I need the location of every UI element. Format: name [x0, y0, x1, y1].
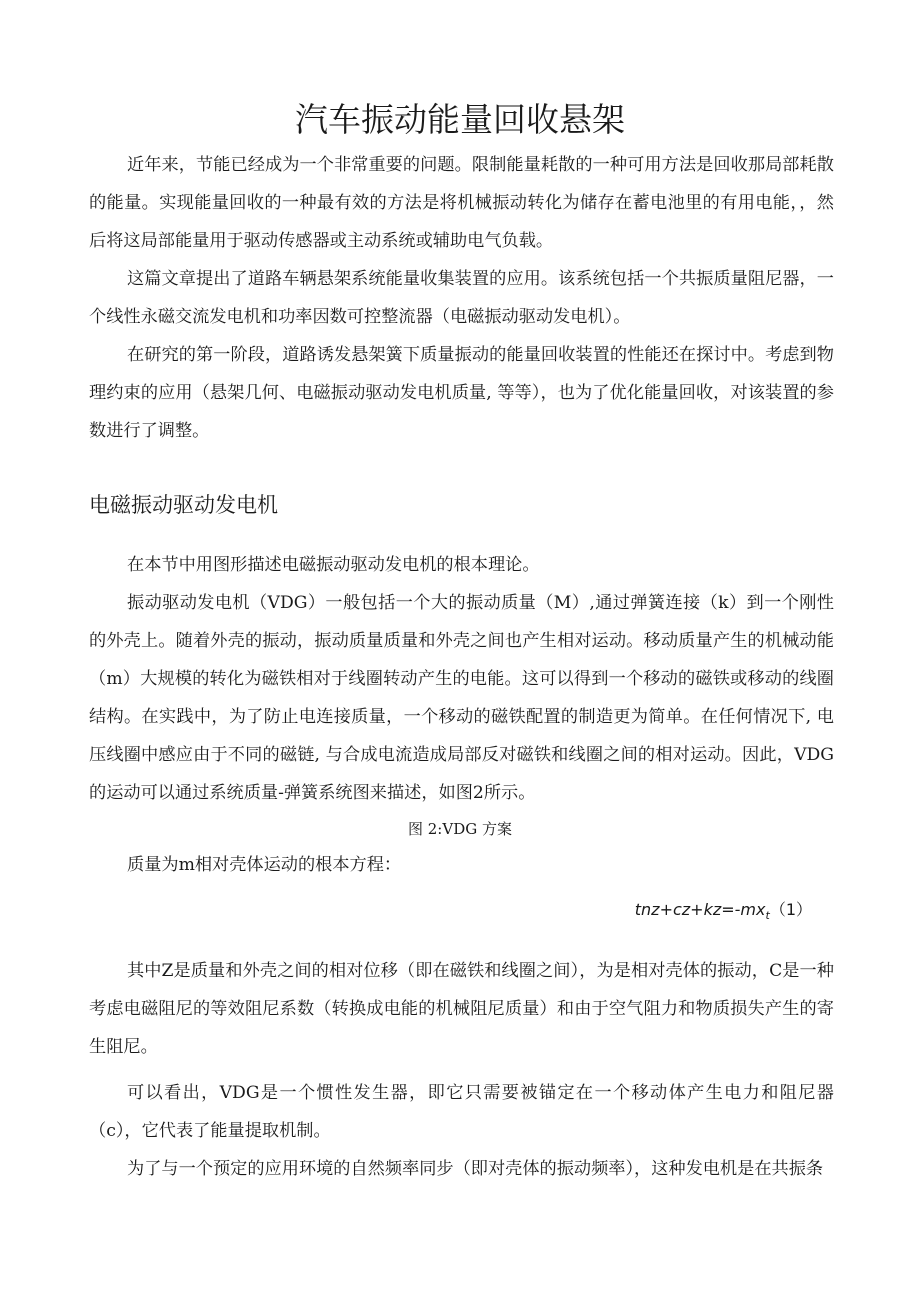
section-paragraph-4: 其中Z是质量和外壳之间的相对位移（即在磁铁和线圈之间），为是相对壳体的振动，C是一种考虑电磁阻尼的等效阻尼系数（转换成电能的机械阻尼质量）和由于空气阻力和物质损失产生的寄生阻尼。 — [89, 961, 834, 1057]
intro-paragraph-2: 这篇文章提出了道路车辆悬架系统能量收集装置的应用。该系统包括一个共振质量阻尼器，一个线性永磁交流发电机和功率因数可控整流器（电磁振动驱动发电机）。 — [89, 269, 834, 327]
intro-paragraph-3: 在研究的第一阶段，道路诱发悬架簧下质量振动的能量回收装置的性能还在探讨中。考虑到物理约束的应用（悬架几何、电磁振动驱动发电机质量, 等等），也为了优化能量回收，对该装置的参数进行了调整。 — [89, 345, 834, 441]
equation-subscript: t — [765, 909, 770, 923]
figure-caption: 图 2:VDG 方案 — [408, 820, 512, 838]
equation-1 — [635, 896, 812, 930]
intro-paragraph-1: 近年来，节能已经成为一个非常重要的问题。限制能量耗散的一种可用方法是回收那局部耗散的能量。实现能量回收的一种最有效的方法是将机械振动转化为储存在蓄电池里的有用电能，，然后将这局部能量用于驱动传感器或主动系统或辅助电气负载。 — [89, 155, 834, 251]
section-paragraph-6: 为了与一个预定的应用环境的自然频率同步（即对壳体的振动频率），这种发电机是在共振条 — [127, 1159, 824, 1179]
equation-number: （1） — [769, 900, 812, 919]
section-heading: 电磁振动驱动发电机 — [89, 493, 278, 517]
section-paragraph-3: 质量为m相对壳体运动的根本方程： — [127, 855, 402, 875]
equation-expression: tnz+cz+kz=-mx — [634, 900, 766, 919]
document-title: 汽车振动能量回收悬架 — [295, 100, 625, 139]
section-paragraph-5: 可以看出，VDG是一个惯性发生器，即它只需要被锚定在一个移动体产生电力和阻尼器（c），它代表了能量提取机制。 — [89, 1083, 834, 1141]
section-paragraph-1: 在本节中用图形描述电磁振动驱动发电机的根本理论。 — [127, 555, 540, 575]
section-paragraph-2: 振动驱动发电机（VDG）一般包括一个大的振动质量（M）,通过弹簧连接（k）到一个刚性的外壳上。随着外壳的振动，振动质量质量和外壳之间也产生相对运动。移动质量产生的机械动能（m）大规模的转化为磁铁相对于线圈转动产生的电能。这可以得到一个移动的磁铁或移动的线圈结构。在实践中，为了防止电连接质量，一个移动的磁铁配置的制造更为简单。在任何情况下, 电压线圈中感应由于不同的磁链, 与合成电流造成局部反对磁铁和线圈之间的相对运动。因此，VDG的运动可以通过系统质量-弹簧系统图来描述，如图2所示。 — [89, 593, 834, 803]
